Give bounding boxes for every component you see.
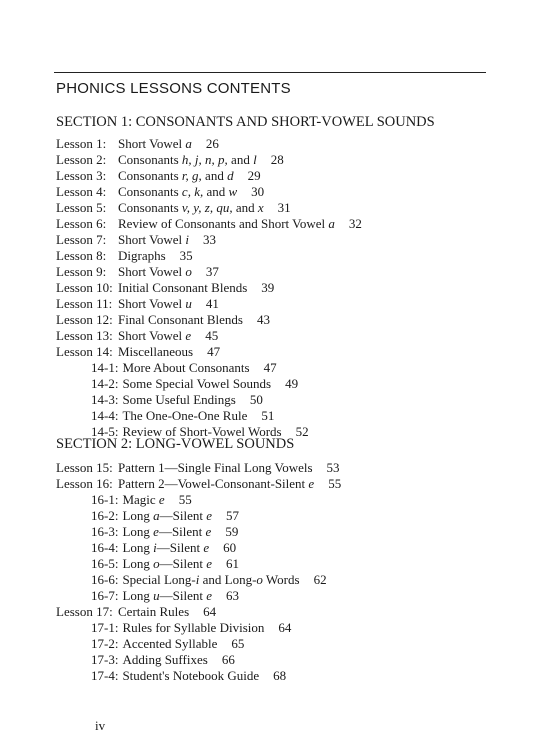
entry-title: Short Vowel a [118, 136, 192, 151]
entry-page-number: 61 [226, 556, 240, 571]
entry-label: 14-5: [91, 424, 119, 439]
toc-subentry [91, 668, 286, 684]
entry-title: Short Vowel o [118, 264, 192, 279]
entry-page-number: 41 [205, 296, 219, 311]
entry-label: Lesson 2: [56, 152, 107, 167]
entry-label: Lesson 13: [56, 328, 113, 343]
entry-label: Lesson 5: [56, 200, 107, 215]
entry-title: Miscellaneous [118, 344, 194, 359]
toc-subentry [91, 556, 239, 572]
entry-page-number: 32 [348, 216, 362, 231]
entry-page-number: 47 [207, 344, 221, 359]
page-number: iv [95, 718, 106, 733]
entry-page-number: 62 [313, 572, 327, 587]
section-1-heading: SECTION 1: CONSONANTS AND SHORT-VOWEL SOUNDS [56, 114, 435, 130]
toc-entry [56, 312, 270, 328]
toc-entry [56, 328, 218, 344]
entry-title: Long o—Silent e [122, 556, 213, 571]
entry-label: Lesson 1: [56, 136, 107, 151]
entry-title: Consonants h, j, n, p, and l [118, 152, 257, 167]
entry-title: Accented Syllable [122, 636, 218, 651]
entry-title: Certain Rules [118, 604, 190, 619]
toc-subentry [91, 652, 235, 668]
entry-page-number: 53 [326, 460, 340, 475]
entry-title: Long u—Silent e [122, 588, 213, 603]
entry-title: More About Consonants [122, 360, 250, 375]
toc-subentry [91, 620, 291, 636]
entry-title: Consonants r, g, and d [118, 168, 234, 183]
entry-label: Lesson 6: [56, 216, 107, 231]
toc-entry [56, 184, 264, 200]
entry-label: 16-4: [91, 540, 119, 555]
toc-entry [56, 216, 362, 232]
entry-page-number: 63 [226, 588, 240, 603]
entry-title: Adding Suffixes [122, 652, 208, 667]
entry-page-number: 35 [179, 248, 193, 263]
entry-page-number: 47 [263, 360, 277, 375]
entry-title: Long e—Silent e [122, 524, 212, 539]
toc-subentry [91, 360, 277, 376]
entry-page-number: 64 [278, 620, 292, 635]
section-2-heading: SECTION 2: LONG-VOWEL SOUNDS [56, 436, 295, 452]
entry-label: 17-4: [91, 668, 119, 683]
toc-entry [56, 476, 341, 492]
entry-label: Lesson 15: [56, 460, 113, 475]
entry-title: Pattern 1—Single Final Long Vowels [118, 460, 313, 475]
entry-label: 17-2: [91, 636, 119, 651]
toc-subentry [91, 392, 263, 408]
entry-title: Special Long-i and Long-o Words [122, 572, 300, 587]
entry-label: Lesson 8: [56, 248, 107, 263]
entry-title: Student's Notebook Guide [122, 668, 260, 683]
entry-label: Lesson 10: [56, 280, 113, 295]
entry-label: 14-4: [91, 408, 119, 423]
entry-title: Short Vowel i [118, 232, 190, 247]
entry-title: Long i—Silent e [122, 540, 210, 555]
entry-label: 14-2: [91, 376, 119, 391]
entry-label: 17-1: [91, 620, 119, 635]
entry-label: 16-5: [91, 556, 119, 571]
entry-label: Lesson 11: [56, 296, 113, 311]
entry-page-number: 59 [225, 524, 239, 539]
toc-entry [56, 460, 340, 476]
toc-subentry [91, 408, 274, 424]
top-rule [54, 72, 486, 73]
toc-entry [56, 136, 219, 152]
entry-label: 14-1: [91, 360, 119, 375]
entry-page-number: 65 [231, 636, 245, 651]
entry-page-number: 49 [285, 376, 299, 391]
entry-label: Lesson 14: [56, 344, 113, 359]
entry-page-number: 28 [270, 152, 284, 167]
entry-title: Final Consonant Blends [118, 312, 243, 327]
entry-page-number: 66 [221, 652, 235, 667]
entry-title: Short Vowel e [118, 328, 192, 343]
toc-entry [56, 280, 274, 296]
entry-page-number: 68 [273, 668, 287, 683]
entry-label: 16-3: [91, 524, 119, 539]
toc-entry [56, 248, 193, 264]
entry-page-number: 57 [226, 508, 240, 523]
entry-label: 17-3: [91, 652, 119, 667]
toc-subentry [91, 540, 236, 556]
entry-label: 14-3: [91, 392, 119, 407]
toc-entry [56, 152, 284, 168]
entry-title: Magic e [122, 492, 165, 507]
entry-label: Lesson 7: [56, 232, 107, 247]
entry-label: Lesson 17: [56, 604, 113, 619]
entry-title: Review of Consonants and Short Vowel a [118, 216, 335, 231]
toc-subentry [91, 636, 244, 652]
entry-page-number: 64 [203, 604, 217, 619]
entry-label: 16-7: [91, 588, 119, 603]
entry-page-number: 60 [223, 540, 237, 555]
entry-label: 16-1: [91, 492, 119, 507]
entry-page-number: 50 [249, 392, 263, 407]
entry-page-number: 51 [261, 408, 275, 423]
entry-page-number: 33 [203, 232, 217, 247]
entry-title: Consonants c, k, and w [118, 184, 238, 199]
toc-subentry [91, 508, 239, 524]
entry-title: Long a—Silent e [122, 508, 213, 523]
entry-label: 16-2: [91, 508, 119, 523]
entry-title: Some Special Vowel Sounds [122, 376, 272, 391]
entry-page-number: 45 [205, 328, 219, 343]
entry-label: 16-6: [91, 572, 119, 587]
entry-title: Pattern 2—Vowel-Consonant-Silent e [118, 476, 315, 491]
entry-title: Review of Short-Vowel Words [122, 424, 282, 439]
entry-page-number: 29 [247, 168, 261, 183]
toc-entry [56, 232, 216, 248]
toc-entry [56, 296, 219, 312]
toc-subentry [91, 376, 298, 392]
entry-title: Rules for Syllable Division [122, 620, 265, 635]
entry-page-number: 55 [178, 492, 192, 507]
toc-subentry [91, 588, 239, 604]
toc-subentry [91, 524, 238, 540]
entry-label: Lesson 12: [56, 312, 113, 327]
entry-title: Consonants v, y, z, qu, and x [118, 200, 264, 215]
page-title: PHONICS LESSONS CONTENTS [56, 80, 291, 97]
entry-label: Lesson 4: [56, 184, 107, 199]
entry-title: Some Useful Endings [122, 392, 236, 407]
toc-entry [56, 604, 216, 620]
entry-label: Lesson 16: [56, 476, 113, 491]
entry-page-number: 37 [205, 264, 219, 279]
entry-title: Short Vowel u [118, 296, 192, 311]
toc-entry [56, 200, 291, 216]
entry-page-number: 26 [205, 136, 219, 151]
entry-label: Lesson 9: [56, 264, 107, 279]
entry-title: The One-One-One Rule [122, 408, 248, 423]
entry-title: Digraphs [118, 248, 166, 263]
toc-subentry [91, 492, 192, 508]
entry-label: Lesson 3: [56, 168, 107, 183]
entry-page-number: 39 [261, 280, 275, 295]
entry-page-number: 55 [328, 476, 342, 491]
entry-page-number: 31 [277, 200, 291, 215]
entry-page-number: 30 [251, 184, 265, 199]
entry-page-number: 52 [295, 424, 309, 439]
entry-title: Initial Consonant Blends [118, 280, 248, 295]
toc-entry [56, 344, 220, 360]
toc-entry [56, 264, 219, 280]
toc-subentry [91, 572, 327, 588]
toc-entry [56, 168, 261, 184]
entry-page-number: 43 [256, 312, 270, 327]
